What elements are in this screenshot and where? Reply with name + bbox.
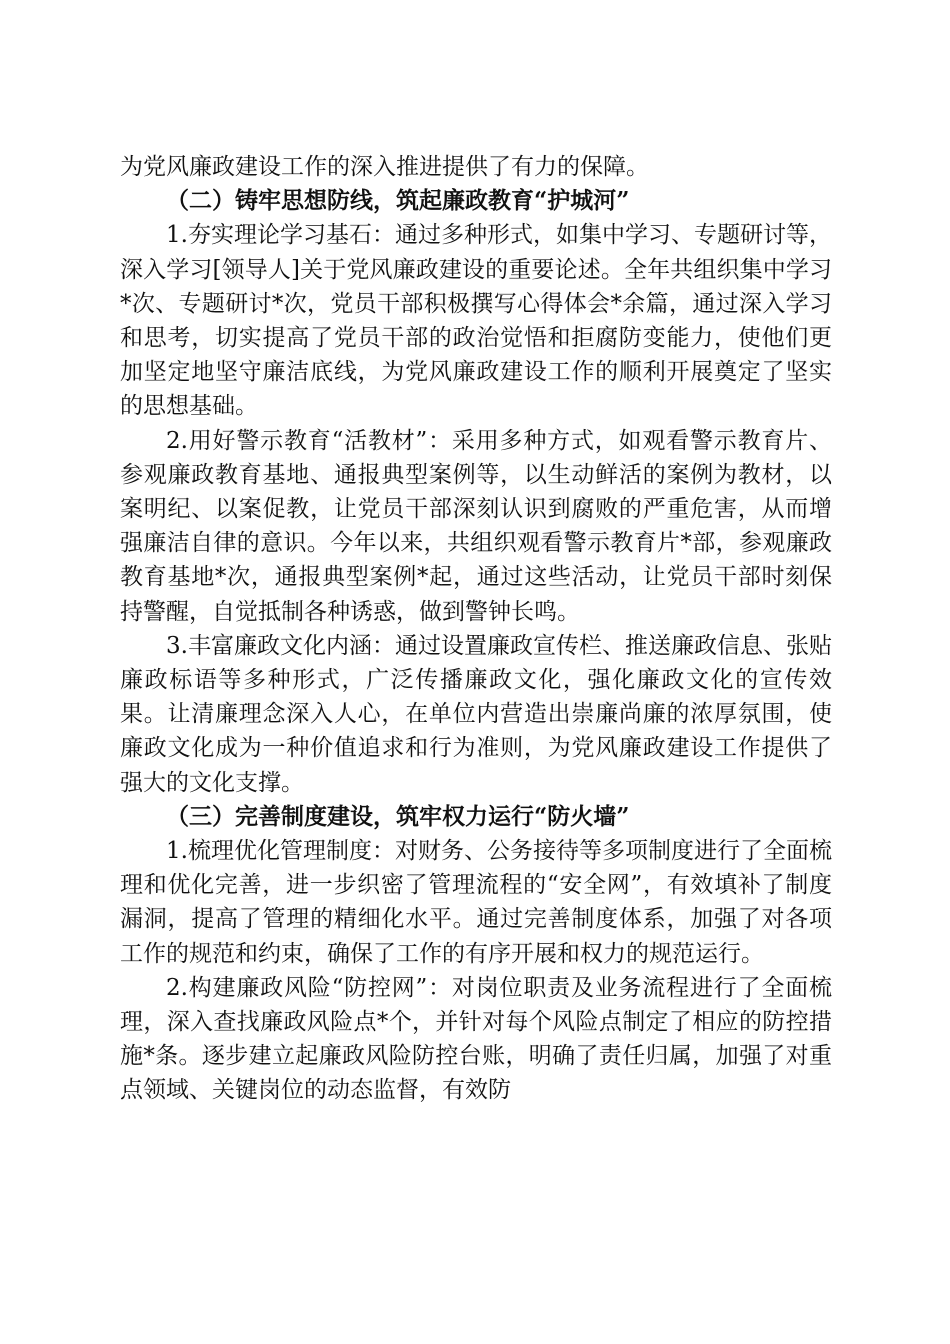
paragraph-theory-study: 1.夯实理论学习基石：通过多种形式，如集中学习、专题研讨等，深入学习[领导人]关于党风廉政建设的重要论述。全年共组织集中学习*次、专题研讨*次，党员干部积极撰写心得体会*余篇，通过深入学习和思考，切实提高了党员干部的政治觉悟和拒腐防变能力，使他们更加坚定地坚守廉洁底线，为党风廉政建设工作的顺利开展奠定了坚实的思想基础。 — [120, 222, 832, 420]
paragraph-management-system: 1.梳理优化管理制度：对财务、公务接待等多项制度进行了全面梳理和优化完善，进一步织密了管理流程的“安全网”，有效填补了制度漏洞，提高了管理的精细化水平。通过完善制度体系，加强了对各项工作的规范和约束，确保了工作的有序开展和权力的规范运行。 — [120, 838, 832, 967]
document-body — [120, 150, 832, 1108]
section-heading-3: （三）完善制度建设，筑牢权力运行“防火墙” — [166, 802, 630, 830]
section-heading-2: （二）铸牢思想防线，筑起廉政教育“护城河” — [166, 187, 630, 215]
paragraph-continuation: 为党风廉政建设工作的深入推进提供了有力的保障。 — [120, 154, 649, 180]
paragraph-risk-control: 2.构建廉政风险“防控网”：对岗位职责及业务流程进行了全面梳理，深入查找廉政风险点*个，并针对每个风险点制定了相应的防控措施*条。逐步建立起廉政风险防控台账，明确了责任归属，加强了对重点领域、关键岗位的动态监督，有效防 — [120, 974, 832, 1104]
paragraph-warning-education: 2.用好警示教育“活教材”：采用多种方式，如观看警示教育片、参观廉政教育基地、通报典型案例等，以生动鲜活的案例为教材，以案明纪、以案促教，让党员干部深刻认识到腐败的严重危害，从而增强廉洁自律的意识。今年以来，共组织观看警示教育片*部，参观廉政教育基地*次，通报典型案例*起，通过这些活动，让党员干部时刻保持警醒，自觉抵制各种诱惑，做到警钟长鸣。 — [120, 427, 832, 625]
paragraph-integrity-culture: 3.丰富廉政文化内涵：通过设置廉政宣传栏、推送廉政信息、张贴廉政标语等多种形式，广泛传播廉政文化，强化廉政文化的宣传效果。让清廉理念深入人心，在单位内营造出崇廉尚廉的浓厚氛围，使廉政文化成为一种价值追求和行为准则，为党风廉政建设工作提供了强大的文化支撑。 — [120, 632, 832, 796]
